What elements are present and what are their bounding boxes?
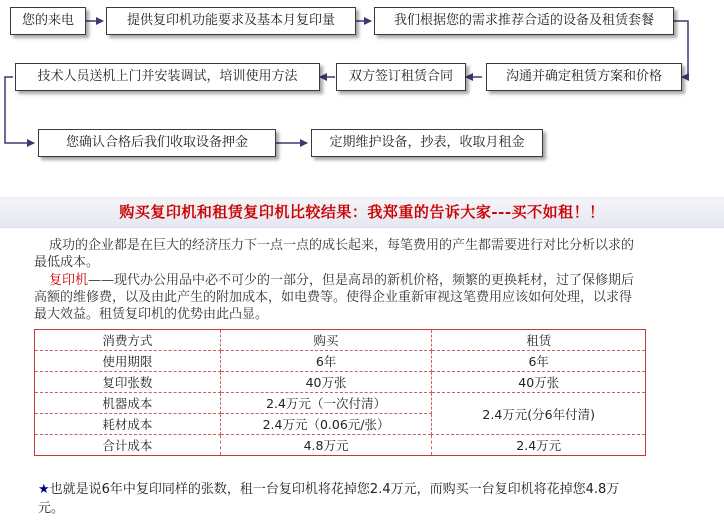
- table-cell: 40万张: [220, 372, 432, 393]
- table-cell: 2.4万元（0.06元/张）: [220, 414, 432, 435]
- copier-paragraph-body: ——现代办公用品中必不可少的一部分，但是高昂的新机价格，频繁的更换耗材，过了保修期后高额的维修费，以及由此产生的附加成本，如电费等。使得企业重新审视这笔费用应该如何处理，以求得最大效益。租赁复印机的优势由此凸显。: [34, 273, 635, 322]
- table-cell: 合计成本: [35, 435, 221, 456]
- table-cell-merged: 2.4万元(分6年付清): [432, 393, 646, 435]
- star-icon: ★: [38, 482, 50, 497]
- flow-step-collect-deposit: 您确认合格后我们收取设备押金: [38, 129, 276, 157]
- table-header-row: [35, 330, 646, 351]
- flow-step-negotiate-price: 沟通并确定租赁方案和价格: [486, 63, 682, 91]
- cost-comparison-table: [34, 329, 646, 456]
- intro-paragraph: 成功的企业都是在巨大的经济压力下一点一点的成长起来，每笔费用的产生都需要进行对比分析以求的最低成本。: [34, 238, 635, 270]
- table-cell: 使用期限: [35, 351, 221, 372]
- table-row: [35, 393, 646, 414]
- rental-process-flowchart: [0, 0, 724, 180]
- table-cell: 6年: [432, 351, 646, 372]
- header-cell: 消费方式: [35, 330, 221, 351]
- flow-step-delivery-installation: 技术人员送机上门并安装调试，培训使用方法: [15, 63, 320, 91]
- table-cell: 6年: [220, 351, 432, 372]
- table-row: [35, 435, 646, 456]
- table-row: [35, 372, 646, 393]
- header-cell: 购买: [220, 330, 432, 351]
- table-cell: 复印张数: [35, 372, 221, 393]
- table-cell: 2.4万元（一次付清）: [220, 393, 432, 414]
- comparison-banner: [0, 197, 724, 228]
- flow-step-incoming-call: 您的来电: [10, 7, 86, 35]
- table-cell: 机器成本: [35, 393, 221, 414]
- conclusion-text: [38, 480, 638, 518]
- banner-headline: 购买复印机和租赁复印机比较结果：我郑重的告诉大家---买不如租！！: [119, 203, 605, 221]
- table-row: [35, 351, 646, 372]
- flow-step-sign-contract: 双方签订租赁合同: [336, 63, 466, 91]
- header-cell: 租赁: [432, 330, 646, 351]
- flow-step-provide-requirements: 提供复印机功能要求及基本月复印量: [106, 7, 356, 35]
- conclusion-body: 也就是说6年中复印同样的张数，租一台复印机将花掉您2.4万元，而购买一台复印机将花掉您4.8万元。: [38, 482, 620, 516]
- flow-step-maintenance-rent: 定期维护设备，抄表，收取月租金: [311, 129, 543, 157]
- copier-paragraph: [34, 272, 644, 323]
- copier-keyword: 复印机: [49, 273, 89, 288]
- table-cell: 40万张: [432, 372, 646, 393]
- table-cell: 耗材成本: [35, 414, 221, 435]
- table-cell: 4.8万元: [220, 435, 432, 456]
- table-cell: 2.4万元: [432, 435, 646, 456]
- flow-step-recommend-equipment: 我们根据您的需求推荐合适的设备及租赁套餐: [374, 7, 674, 35]
